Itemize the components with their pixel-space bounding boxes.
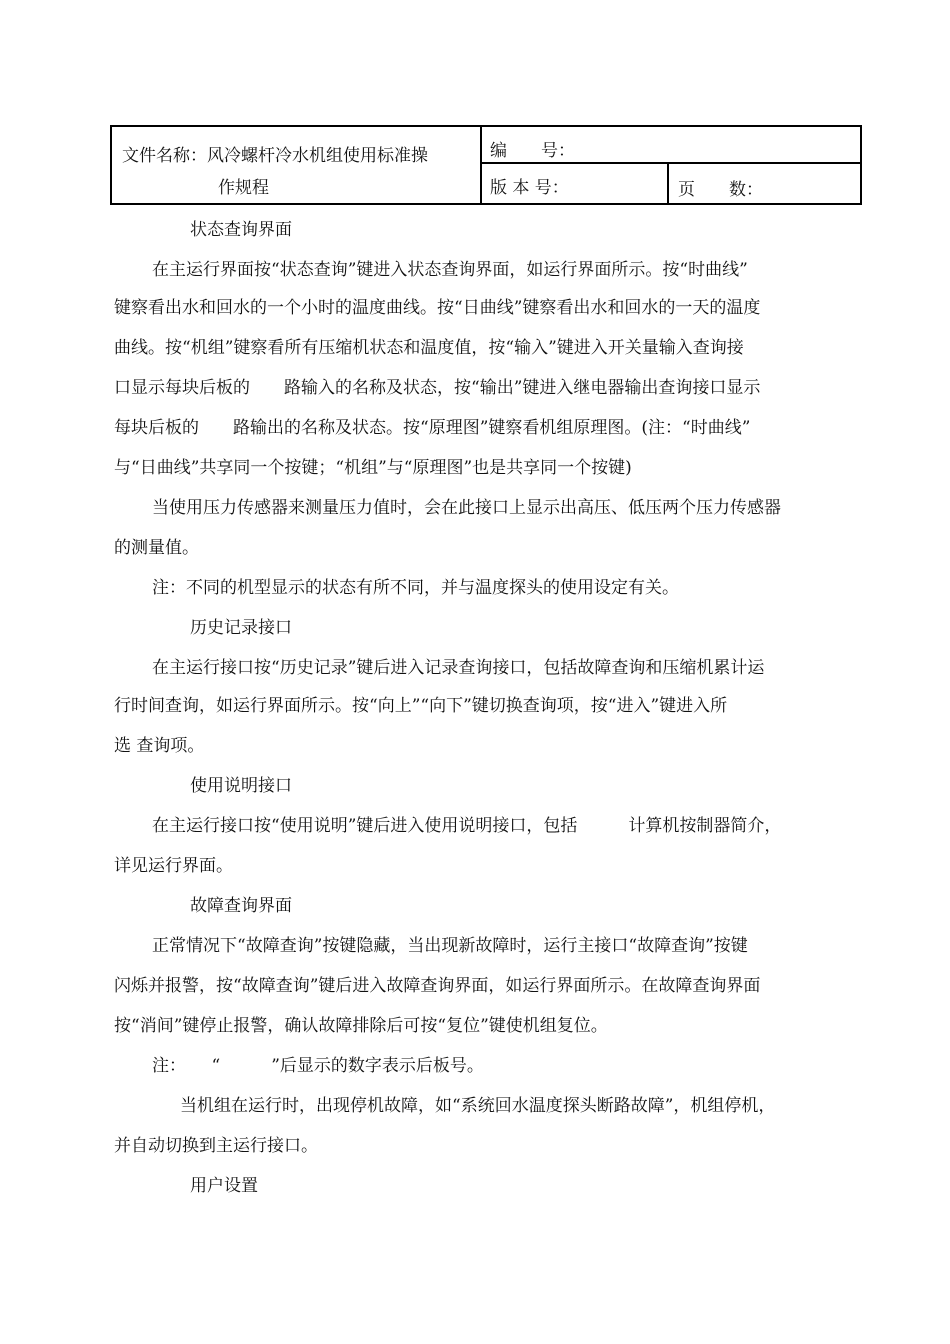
paragraph-line: 并自动切换到主运行接口。 (114, 1136, 318, 1156)
section-heading-status-query: 状态查询界面 (190, 220, 292, 240)
paragraph-line: 在主运行界面按“状态查询”键进入状态查询界面，如运行界面所示。按“时曲线” (152, 260, 748, 280)
paragraph-line: 选 查询项。 (114, 736, 205, 756)
document-version-label: 版 本 号： (490, 178, 569, 198)
paragraph-line: 当使用压力传感器来测量压力值时，会在此接口上显示出高压、低压两个压力传感器 (152, 498, 781, 518)
paragraph-line: 键察看出水和回水的一个小时的温度曲线。按“日曲线”键察看出水和回水的一天的温度 (114, 298, 761, 318)
paragraph-line: 按“消间”键停止报警，确认故障排除后可按“复位”键使机组复位。 (114, 1016, 608, 1036)
document-pages-label: 页 数： (678, 180, 763, 200)
section-heading-user-settings: 用户设置 (190, 1176, 258, 1196)
document-number-label: 编 号： (490, 141, 575, 161)
document-name-cell (112, 127, 482, 203)
section-heading-history-records: 历史记录接口 (190, 618, 292, 638)
section-heading-usage-instructions: 使用说明接口 (190, 776, 292, 796)
document-version-row (482, 164, 860, 203)
paragraph-line: 曲线。按“机组”键察看所有压缩机状态和温度值，按“输入”键进入开关量输入查询接 (114, 338, 744, 358)
paragraph-line: 与“日曲线”共享同一个按键；“机组”与“原理图”也是共享同一个按键) (114, 458, 632, 478)
document-number-cell (482, 127, 860, 164)
paragraph-line: 行时间查询，如运行界面所示。按“向上”“向下”键切换查询项，按“进入”键进入所 (114, 696, 728, 716)
paragraph-line: 在主运行接口按“使用说明”键后进入使用说明接口，包括 计算机按制器简介， (152, 816, 782, 836)
note-line: 注：不同的机型显示的状态有所不同，并与温度探头的使用设定有关。 (152, 578, 679, 598)
document-version-cell (482, 164, 669, 203)
section-heading-fault-query: 故障查询界面 (190, 896, 292, 916)
note-line: 注： “ ”后显示的数字表示后板号。 (152, 1056, 484, 1076)
paragraph-line: 正常情况下“故障查询”按键隐藏，当出现新故障时，运行主接口“故障查询”按键 (152, 936, 748, 956)
paragraph-line: 每块后板的 路输出的名称及状态。按“原理图”键察看机组原理图。(注：“时曲线” (114, 418, 751, 438)
document-name-line-2: 作规程 (218, 178, 269, 198)
document-name-line-1: 文件名称：风冷螺杆冷水机组使用标准操 (122, 146, 428, 166)
paragraph-line: 的测量值。 (114, 538, 199, 558)
paragraph-line: 详见运行界面。 (114, 856, 233, 876)
paragraph-line: 当机组在运行时，出现停机故障，如“系统回水温度探头断路故障”，机组停机， (180, 1096, 776, 1116)
paragraph-line: 在主运行接口按“历史记录”键后进入记录查询接口，包括故障查询和压缩机累计运 (152, 658, 765, 678)
paragraph-line: 闪烁并报警，按“故障查询”键后进入故障查询界面，如运行界面所示。在故障查询界面 (114, 976, 761, 996)
document-header-table (110, 125, 862, 205)
paragraph-line: 口显示每块后板的 路输入的名称及状态，按“输出”键进入继电器输出查询接口显示 (114, 378, 761, 398)
